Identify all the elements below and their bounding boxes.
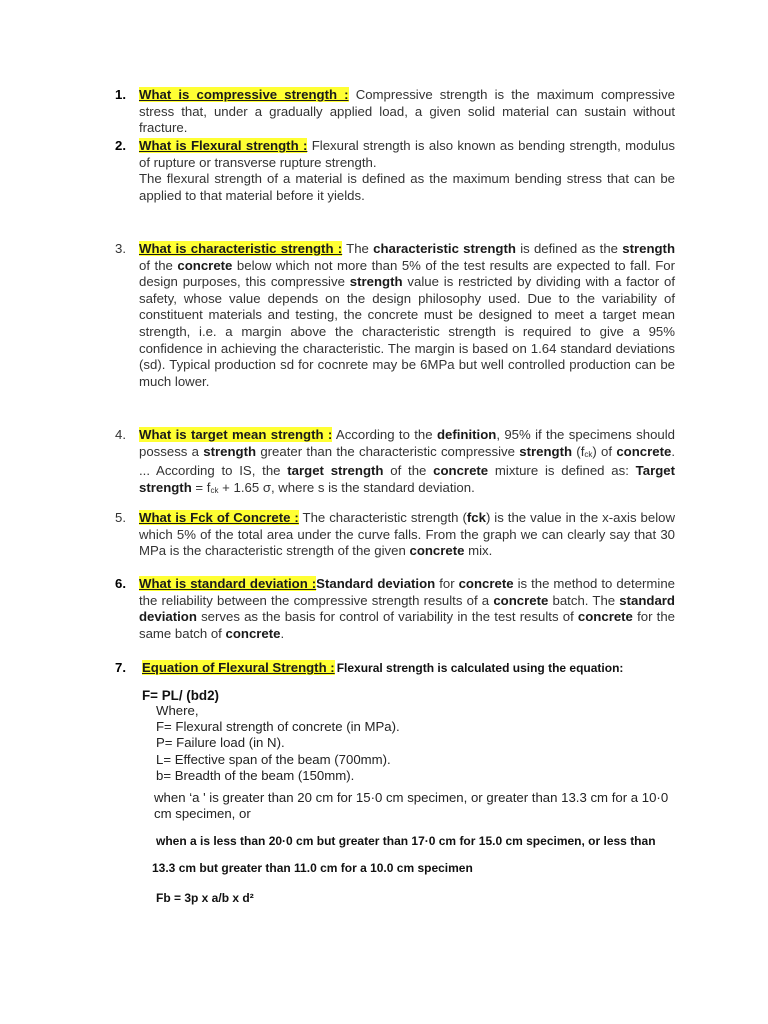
item-bold-text: Target strength [139, 463, 675, 495]
item-bold-text: fck [466, 510, 486, 525]
item-text: for [435, 576, 459, 591]
item-text-paragraph: The flexural strength of a material is defined as the maximum bending stress that can be applied to that material before it yields. [139, 171, 675, 203]
item-bold-text: strength [622, 241, 675, 256]
item-fck-of-concrete [115, 510, 675, 560]
item-text: According to the [332, 427, 437, 442]
condition-a-less: when a is less than 20·0 cm but greater than 17·0 cm for 15.0 cm specimen, or less than [156, 834, 656, 848]
item-text: (f [572, 443, 585, 459]
item-bold-text: strength [349, 274, 403, 290]
fb-formula: Fb = 3p x a/b x d² [156, 891, 254, 905]
item-text: for the same batch of [139, 609, 675, 641]
item-bold-text: target strength [287, 463, 384, 479]
variable-b: b= Breadth of the beam (150mm). [156, 767, 355, 783]
item-bold-text: concrete [458, 576, 514, 591]
item-text: . ... According to IS, the [139, 443, 675, 479]
item-compressive-strength [115, 87, 675, 137]
subscript: ck [584, 449, 593, 459]
item-text: of the [139, 257, 178, 273]
item-text: The characteristic strength ( [298, 510, 467, 525]
item-text: ) is the value in the x-axis below which 5% of the total area under the curve falls. From the graph we can clearly say that 30 MPa is the characteristic strength of the given [139, 510, 675, 559]
item-bold-text: characteristic strength [373, 241, 516, 256]
subscript: ck [210, 485, 219, 495]
item-target-mean-strength [115, 427, 675, 499]
item-bold-text: concrete [433, 463, 489, 479]
item-number: 4. [115, 427, 126, 442]
item-number: 3. [115, 241, 126, 256]
item-text: , 95% if the specimens should possess a [139, 427, 675, 459]
variables-label: Where, [156, 703, 199, 718]
item-heading: What is standard deviation : [139, 576, 317, 591]
item-bold-text: concrete [493, 592, 549, 608]
item-heading: What is characteristic strength : [139, 241, 343, 256]
item-number: 6. [115, 576, 126, 591]
item-heading: What is target mean strength : [139, 427, 333, 442]
variable-p: P= Failure load (in N). [156, 735, 285, 751]
item-heading: What is compressive strength : [139, 87, 349, 102]
item-text: of the [383, 463, 434, 479]
item-text: Compressive strength is the maximum compressive stress that, under a gradually applied load, a given solid material can sustain without fracture. [139, 87, 675, 136]
item-text: greater than the characteristic compressive [256, 443, 520, 459]
item-number: 1. [115, 87, 126, 102]
formula-variables [156, 703, 400, 784]
item-text: Flexural strength is also known as bending strength, modulus of rupture or transverse rupture strength. [139, 138, 675, 170]
item-heading: Equation of Flexural Strength : [142, 660, 335, 675]
item-text: serves as the basis for control of variability in the test results of [196, 609, 578, 625]
item-heading: What is Fck of Concrete : [139, 510, 299, 525]
item-number: 2. [115, 138, 126, 153]
item-text: ) of [592, 443, 617, 459]
item-standard-deviation [115, 576, 676, 642]
item-text: The [342, 241, 374, 256]
item-text: mixture is defined as: [488, 463, 636, 479]
item-number: 7. [115, 660, 126, 675]
item-bold-text: Standard deviation [316, 576, 436, 591]
item-text: is the method to determine the reliability between the compressive strength results of a [139, 576, 676, 608]
item-text: + 1.65 σ, where s is the standard deviation. [218, 479, 475, 495]
item-text: Flexural strength is calculated using the equation: [336, 661, 624, 675]
variable-f: F= Flexural strength of concrete (in MPa). [156, 719, 400, 735]
item-equation-flexural-strength [115, 660, 624, 675]
item-text: is defined as the [515, 241, 623, 256]
condition-a-greater: when ‘a ' is greater than 20 cm for 15·0 cm specimen, or greater than 13.3 cm for a 10·0 cm specimen, or [154, 790, 669, 822]
item-bold-text: standard deviation [139, 592, 675, 625]
item-bold-text: strength [519, 443, 573, 459]
item-text: batch. The [548, 592, 620, 608]
item-heading: What is Flexural strength : [139, 138, 308, 153]
item-bold-text: concrete [616, 443, 672, 459]
item-text: mix. [464, 543, 493, 559]
item-bold-text: strength [203, 443, 257, 459]
item-text: = f [191, 479, 211, 495]
item-flexural-strength [115, 138, 675, 204]
item-number: 5. [115, 510, 126, 525]
item-bold-text: concrete [577, 609, 633, 625]
item-bold-text: concrete [409, 543, 465, 559]
condition-a-less-continued: 13.3 cm but greater than 11.0 cm for a 10.0 cm specimen [152, 861, 473, 875]
item-bold-text: definition [436, 427, 497, 442]
item-characteristic-strength [115, 241, 675, 390]
item-bold-text: concrete [177, 257, 233, 273]
variable-l: L= Effective span of the beam (700mm). [156, 751, 391, 767]
item-text: below which not more than 5% of the test results are expected to fall. For design purposes, this compressive [139, 257, 675, 290]
item-text: . [280, 625, 285, 641]
item-bold-text: concrete [225, 625, 281, 641]
flexural-formula: F= PL/ (bd2) [142, 688, 219, 703]
item-text: value is restricted by dividing with a factor of safety, whose value depends on the design philosophy used. Due to the variability of constituent materials and testing, the concrete must be designed to meet a target mean strength, i.e. a margin above the characteristic strength is required to give a 95% confidence in achieving the characteristic. The margin is based on 1.64 standard deviations (sd). Typical production sd for cocnrete may be 6MPa but well controlled production can be much lower. [139, 274, 675, 389]
